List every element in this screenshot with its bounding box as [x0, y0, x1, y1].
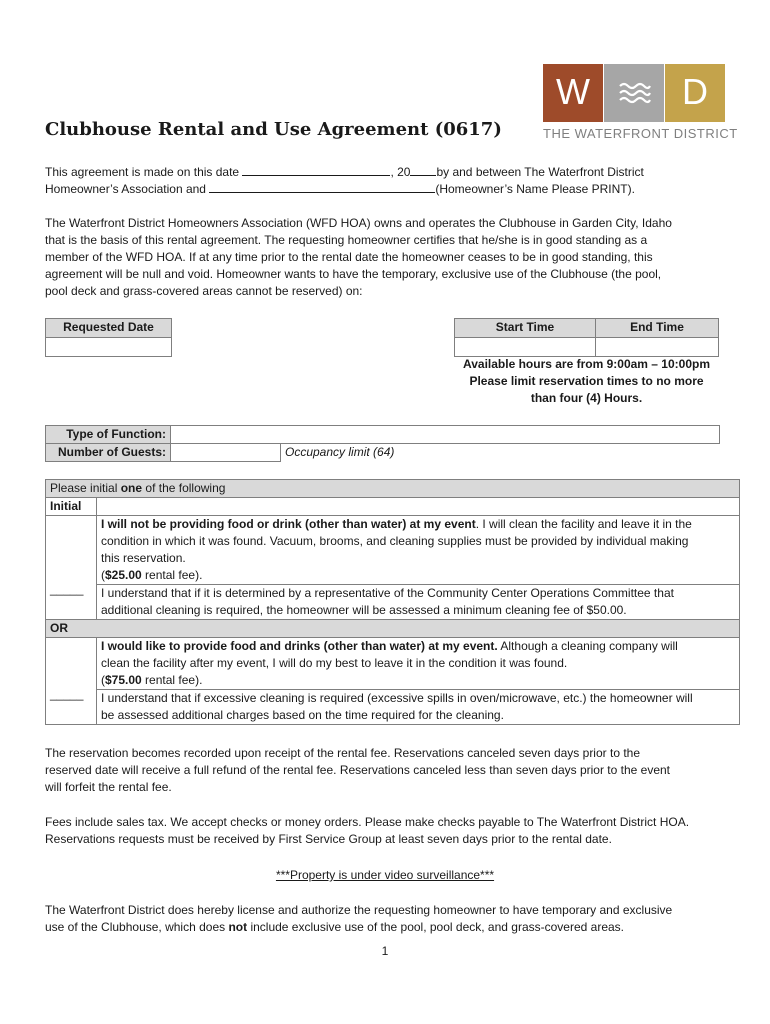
intro-line-2 [45, 180, 635, 198]
option-1-fee-close: rental fee). [141, 568, 203, 582]
option-1-line3: this reservation. [101, 551, 186, 565]
time-table [454, 318, 719, 357]
option-2-rest: Although a cleaning company will [497, 639, 678, 653]
option-1-initial-blank[interactable]: _____ [50, 582, 84, 596]
options-header-a: Please initial [50, 481, 121, 495]
license-text-c: include exclusive use of the pool, pool deck, and grass-covered areas. [247, 920, 624, 934]
about-paragraph [45, 215, 672, 300]
or-divider: OR [46, 620, 740, 638]
options-table [45, 479, 740, 725]
surveillance-notice [0, 867, 770, 884]
license-line-2 [45, 919, 672, 936]
hours-note-line: Available hours are from 9:00am – 10:00pm [463, 357, 710, 371]
fees-line: Reservations requests must be received by First Service Group at least seven days prior to the rental date. [45, 832, 612, 846]
option-1-fee: $25.00 [105, 568, 142, 582]
option-2-extra-1: I understand that if excessive cleaning is required (excessive spills in oven/microwave, etc.) the homeowner will [101, 691, 693, 705]
option-2-initial-blank[interactable]: _____ [50, 686, 84, 701]
option-1-text [97, 516, 740, 585]
page-title: Clubhouse Rental and Use Agreement (0617) [45, 119, 502, 140]
end-time-header: End Time [596, 319, 719, 338]
logo-w-block [543, 64, 603, 122]
about-line: that is the basis of this rental agreement. The requesting homeowner certifies that he/she is in good standing as a [45, 233, 648, 247]
number-of-guests-field[interactable] [171, 444, 281, 462]
option-1-line2: condition in which it was found. Vacuum, brooms, and cleaning supplies must be provided by individual making [101, 534, 689, 548]
hours-note-line: Please limit reservation times to no more [469, 374, 704, 388]
option-2-fee-close: rental fee). [141, 673, 203, 687]
option-2-fee: $75.00 [105, 673, 142, 687]
requested-date-field[interactable] [46, 338, 172, 357]
option-1-extra-1: I understand that if it is determined by a representative of the Community Center Operations Committee that [101, 586, 674, 600]
intro-text-a: This agreement is made on this date [45, 165, 243, 179]
hours-note-line: than four (4) Hours. [530, 391, 643, 405]
logo [543, 64, 738, 144]
logo-w-letter: W [556, 71, 590, 112]
logo-d-block [665, 64, 725, 122]
requested-date-header: Requested Date [46, 319, 172, 338]
options-header [46, 480, 740, 498]
license-line-1: The Waterfront District does hereby license and authorize the requesting homeowner to have temporary and exclusive [45, 903, 673, 917]
type-of-function-label: Type of Function: [46, 426, 171, 444]
options-header-c: of the following [142, 481, 226, 495]
page-number: 1 [381, 944, 389, 958]
about-line: agreement will be null and void. Homeowner wants to have the temporary, exclusive use of the Clubhouse (the pool, [45, 267, 662, 281]
refund-line: The reservation becomes recorded upon receipt of the rental fee. Reservations canceled seven days prior to the [45, 746, 641, 760]
fees-line: Fees include sales tax. We accept checks or money orders. Please make checks payable to The Waterfront District HOA. [45, 815, 690, 829]
option-2-extra-2: be assessed additional charges based on the time required for the cleaning. [101, 708, 504, 722]
about-line: pool deck and grass-covered areas cannot be reserved) on: [45, 284, 363, 298]
options-header-b: one [120, 481, 143, 495]
license-paragraph [45, 902, 672, 936]
option-2-line2: clean the facility after my event, I will do my best to leave it in the condition it was found. [101, 656, 568, 670]
option-1-rest: . I will clean the facility and leave it in the [475, 517, 692, 531]
initial-header: Initial [46, 498, 97, 516]
refund-paragraph [45, 745, 670, 796]
option-2-extra [97, 690, 740, 725]
type-of-function-field[interactable] [171, 426, 720, 444]
intro-text-d: Homeowner’s Association and [45, 182, 210, 196]
year-blank[interactable] [410, 163, 436, 176]
option-1-initial-cell[interactable] [46, 516, 97, 620]
option-2-fee-open: ( [101, 673, 105, 687]
option-1-fee-open: ( [101, 568, 105, 582]
intro-line-1 [45, 163, 644, 181]
about-line: member of the WFD HOA. If at any time prior to the rental date the homeowner ceases to be in good standing, this [45, 250, 653, 264]
option-1-extra-2: additional cleaning is required, the homeowner will be assessed a minimum cleaning fee of $50.00. [101, 603, 627, 617]
start-time-header: Start Time [455, 319, 596, 338]
start-time-field[interactable] [455, 338, 596, 357]
number-of-guests-label: Number of Guests: [46, 444, 171, 462]
license-text-a: use of the Clubhouse, which does [45, 920, 229, 934]
about-line: The Waterfront District Homeowners Association (WFD HOA) owns and operates the Clubhouse in Garden City, Idaho [45, 216, 672, 230]
intro-text-c: by and between The Waterfront District [436, 165, 644, 179]
logo-waves-block [604, 64, 664, 122]
waves-icon [604, 64, 664, 122]
occupancy-limit: Occupancy limit (64) [281, 444, 720, 462]
license-text-b: not [228, 920, 248, 934]
function-table [45, 425, 720, 462]
hours-note [454, 356, 719, 407]
fees-paragraph [45, 814, 689, 848]
homeowner-name-blank[interactable] [209, 180, 435, 193]
intro-text-b: , 20 [390, 165, 411, 179]
option-2-bold: I would like to provide food and drinks (other than water) at my event. [101, 639, 498, 653]
requested-date-table [45, 318, 172, 357]
refund-line: will forfeit the rental fee. [45, 780, 172, 794]
option-1-extra [97, 585, 740, 620]
option-2-text [97, 638, 740, 690]
end-time-field[interactable] [596, 338, 719, 357]
logo-tagline: THE WATERFRONT DISTRICT [543, 126, 738, 141]
intro-text-e: (Homeowner’s Name Please PRINT). [435, 182, 635, 196]
date-blank[interactable] [242, 163, 390, 176]
option-2-initial-cell[interactable] [46, 638, 97, 725]
initial-header-spacer [97, 498, 740, 516]
option-1-bold: I will not be providing food or drink (other than water) at my event [101, 517, 476, 531]
surveillance-text: ***Property is under video surveillance*** [275, 868, 495, 882]
logo-d-letter: D [682, 71, 708, 112]
refund-line: reserved date will receive a full refund of the rental fee. Reservations canceled less than seven days prior to the event [45, 763, 671, 777]
